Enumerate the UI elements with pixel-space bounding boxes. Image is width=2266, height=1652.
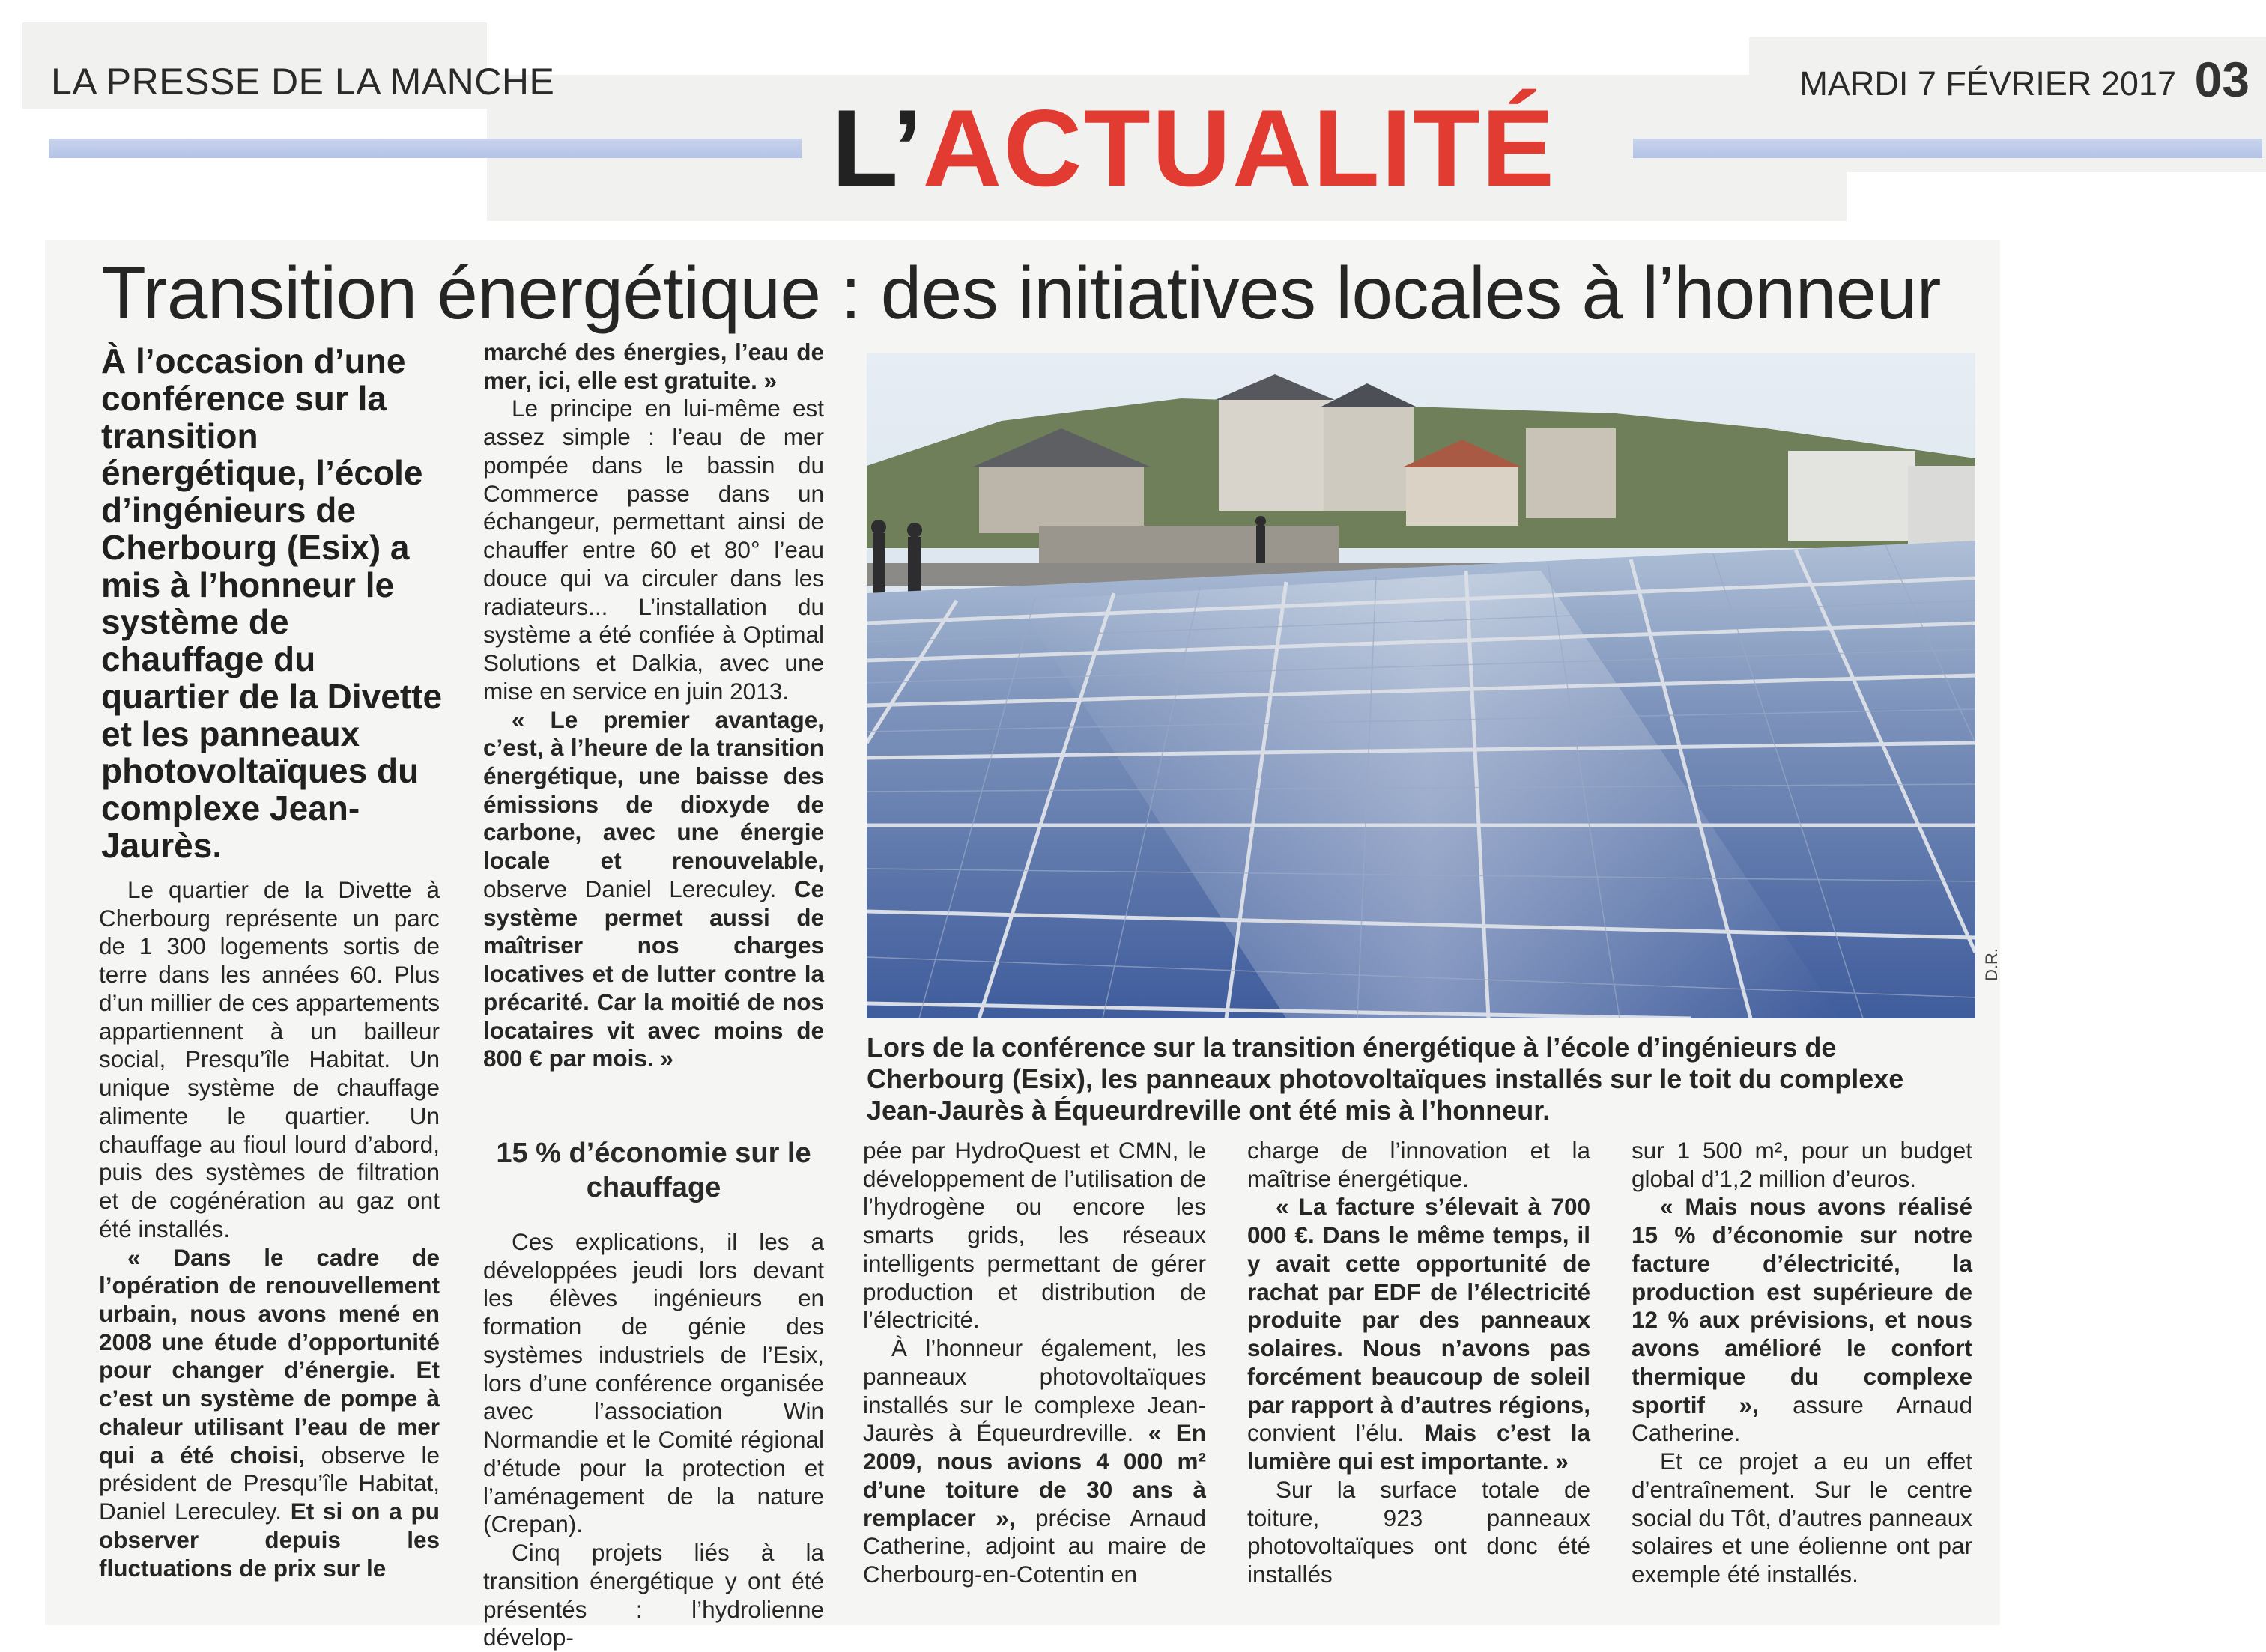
quote: « En 2009, nous avions 4 000 m² d’une toiture de 30 ans à remplacer », [863,1419,1206,1531]
text-run: observe le président de Presqu’île Habitat, Daniel Lereculey. [99,1441,440,1525]
article-column-3 [863,1137,1206,1589]
text-run: assure Arnaud Catherine. [1632,1391,1973,1447]
masthead-band-left [49,139,802,158]
article-subhead: 15 % d’économie sur le chauffage [496,1138,811,1203]
quote: « La facture s’élevait à 700 000 €. Dans le même temps, il y avait cette opportunité de rachat par EDF de l’électricité produite par des panneaux solaires. Nous n’avons pas forcément beaucoup de soleil par rapport à d’autres régions, [1247,1193,1590,1418]
section-title [831,87,1556,209]
photo-caption: Lors de la conférence sur la transition énergétique à l’école d’ingénieurs de Cherbourg (Esix), les panneaux photovoltaïques installés sur le toit du complexe Jean-Jaurès à Équeurdreville ont été mis à l’honneur. [867,1032,1904,1126]
paragraph [1247,1193,1590,1475]
article-headline: Transition énergétique : des initiatives locales à l’honneur [101,252,1941,334]
article-column-2 [483,338,824,1073]
paragraph [483,338,824,395]
paragraph [863,1334,1206,1589]
section-title-main: ACTUALITÉ [922,87,1556,209]
paragraph: Le quartier de la Divette à Cherbourg représente un parc de 1 300 logements sortis de terre dans les années 60. Plus d’un millier de ces appartements appartiennent à un bailleur social, Presqu’île Habitat. Un unique système de chauffage alimente le quartier. Un chauffage au fioul lourd d’abord, puis des systèmes de filtration et de cogénération au gaz ont été installés. [99,876,440,1242]
text-run: précise Arnaud Catherine, adjoint au maire de Cherbourg-en-Cotentin en [863,1504,1206,1588]
quote: Et si on a pu observer depuis les fluctuations de prix sur le [99,1498,440,1582]
section-title-prefix: L’ [831,87,923,209]
article-photo-solar-panels [867,353,1975,1018]
text-run: observe Daniel Lereculey. [483,875,794,902]
paragraph: Cinq projets liés à la transition énergétique y ont été présentés : l’hydrolienne dévelop- [483,1539,824,1651]
publication-name: LA PRESSE DE LA MANCHE [51,61,555,103]
paragraph: sur 1 500 m², pour un budget global d’1,2 million d’euros. [1632,1137,1972,1192]
paragraph [99,1244,440,1583]
page-number: 03 [2194,52,2250,107]
paragraph: Et ce projet a eu un effet d’entraînement. Sur le centre social du Tôt, d’autres panneaux solaires et une éolienne ont par exemple été installés. [1632,1448,1972,1588]
article-column-5 [1632,1137,1972,1589]
quote: Mais c’est la lumière qui est importante. » [1247,1419,1590,1475]
paragraph [483,706,824,1074]
article-column-2-continued [483,1228,824,1652]
quote: marché des énergies, l’eau de mer, ici, elle est gratuite. » [483,338,824,394]
article-lead: À l’occasion d’une conférence sur la transition énergétique, l’école d’ingénieurs de Cherbourg (Esix) a mis à l’honneur le système de chauffage du quartier de la Divette et les panneaux photovoltaïques du complexe Jean-Jaurès. [101,341,443,865]
quote: « Dans le cadre de l’opération de renouvellement urbain, nous avons mené en 2008 une étude d’opportunité pour changer d’énergie. Et c’est un système de pompe à chaleur utilisant l’eau de mer qui a été choisi, [99,1243,440,1469]
paragraph: Sur la surface totale de toiture, 923 panneaux photovoltaïques ont donc été installés [1247,1475,1590,1588]
paragraph: pée par HydroQuest et CMN, le développement de l’utilisation de l’hydrogène ou encore les smarts grids, les réseaux intelligents permettant de gérer production et distribution de l’électricité. [863,1137,1206,1334]
solar-roof-illustration [867,353,1975,1018]
paragraph: Ces explications, il les a développées jeudi lors devant les élèves ingénieurs en formation de génie des systèmes industriels de l’Esix, lors d’une conférence organisée avec l’association Win Normandie et le Comité régional d’étude pour la protection et l’aménagement de la nature (Crepan). [483,1228,824,1538]
paragraph [1632,1193,1972,1448]
paragraph: Le principe en lui-même est assez simple : l’eau de mer pompée dans le bassin du Commerce passe dans un échangeur, permettant ainsi de chauffer entre 60 et 80° l’eau douce qui va circuler dans les radiateurs... L’installation du système a été confiée à Optimal Solutions et Dalkia, avec une mise en service en juin 2013. [483,395,824,705]
article-column-1 [99,876,440,1582]
text-run: À l’honneur également, les panneaux photovoltaïques installés sur le complexe Jean-Jaurès à Équeurdreville. [863,1334,1206,1447]
publication-date: MARDI 7 FÉVRIER 2017 [1799,64,2176,103]
masthead-band-right [1633,139,2262,158]
paragraph: charge de l’innovation et la maîtrise énergétique. [1247,1137,1590,1192]
article-column-4 [1247,1137,1590,1589]
text-run: convient l’élu. [1247,1419,1424,1447]
photo-credit: D.R. [1982,948,2001,981]
quote: « Mais nous avons réalisé 15 % d’économie sur notre facture d’électricité, la production est supérieure de 12 % aux prévisions, et nous avons amélioré le confort thermique du complexe sportif », [1632,1193,1972,1418]
quote: « Le premier avantage, c’est, à l’heure de la transition énergétique, une baisse des émissions de dioxyde de carbone, avec une énergie locale et renouvelable, [483,705,824,875]
quote: Ce système permet aussi de maîtriser nos charges locatives et de lutter contre la précarité. Car la moitié de nos locataires vit avec moins de 800 € par mois. » [483,875,824,1072]
